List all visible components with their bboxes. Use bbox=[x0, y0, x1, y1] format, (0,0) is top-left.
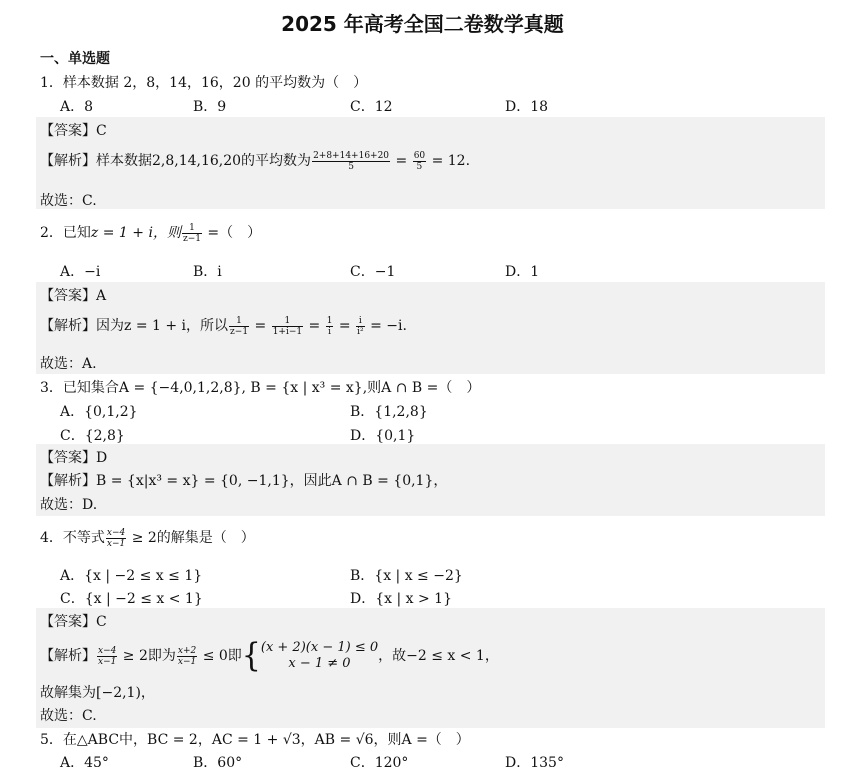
q4-option-a: A．{x | −2 ≤ x ≤ 1} bbox=[60, 568, 203, 584]
q2-option-c: C．−1 bbox=[350, 264, 396, 280]
q4-analysis-mid2: ≤ 0即 bbox=[202, 648, 242, 664]
q3-option-c: C．{2,8} bbox=[60, 428, 125, 444]
q1-analysis: 【解析】样本数据2,8,14,16,20的平均数为 $\frac{2+8+14+16+20}{5}$ = $\frac{60}{5}$ = 12. bbox=[40, 150, 471, 172]
q1-option-d: D．18 bbox=[505, 99, 549, 115]
q5-option-c: C．120° bbox=[350, 755, 409, 771]
q1-answer: 【答案】C bbox=[40, 123, 107, 139]
q4-choice: 故选：C. bbox=[40, 708, 97, 724]
q2-answer: 【答案】A bbox=[40, 288, 107, 304]
q2-option-b: B．i bbox=[193, 264, 222, 280]
q3-option-b: B．{1,2,8} bbox=[350, 404, 428, 420]
q4-frac-den: x−1 bbox=[106, 538, 126, 549]
q4-analysis-end: ，故−2 ≤ x < 1， bbox=[378, 648, 499, 664]
q3-option-a: A．{0,1,2} bbox=[60, 404, 138, 420]
q4-option-d: D．{x | x > 1} bbox=[350, 591, 452, 607]
q2-choice: 故选：A. bbox=[40, 356, 97, 372]
q4-analysis bbox=[40, 636, 499, 675]
q2-f2-num: 1 bbox=[272, 316, 303, 327]
q4-analysis-mid1: ≥ 2即为 bbox=[122, 648, 176, 664]
q5-option-d: D．135° bbox=[505, 755, 564, 771]
q4-analysis-label: 【解析】 bbox=[40, 648, 96, 664]
q2-frac1 bbox=[229, 316, 249, 337]
q2-frac-den: z−1 bbox=[182, 233, 201, 244]
q2-analysis-end: = −i. bbox=[370, 318, 407, 334]
q2-f1-num: 1 bbox=[229, 316, 249, 327]
question-5-stem: 5．在△ABC中，BC = 2，AC = 1 + √3，AB = √6，则A =（ ） bbox=[40, 732, 470, 748]
question-1-stem: 1．样本数据 2，8，14，16，20 的平均数为（ ） bbox=[40, 75, 368, 91]
question-3-stem: 3．已知集合A = {−4,0,1,2,8}, B = {x | x³ = x},则A ∩ B =（ ） bbox=[40, 380, 481, 396]
q4-analysis-frac1 bbox=[97, 646, 117, 667]
q4-stem-suffix: ≥ 2的解集是（ ） bbox=[131, 530, 255, 546]
q2-option-a: A．−i bbox=[60, 264, 101, 280]
q2-f4-den: i² bbox=[357, 326, 364, 337]
q3-analysis: 【解析】B = {x|x³ = x} = {0, −1,1}，因此A ∩ B = {0,1}， bbox=[40, 473, 448, 489]
q1-analysis-end: = 12. bbox=[431, 153, 471, 169]
q1-frac1-den: 5 bbox=[348, 161, 354, 172]
q4-system-row-2: x − 1 ≠ 0 bbox=[288, 656, 351, 671]
q2-stem-prefix: 2．已知 bbox=[40, 225, 91, 241]
q2-analysis: 【解析】因为z = 1 + i，所以 $\frac{1}{z-1}$ = $\frac{1}{1+i-1}$ = $\frac{1}{i}$ = $\frac{i}{\text{i²}}$ = −i. bbox=[40, 315, 407, 337]
q3-answer: 【答案】D bbox=[40, 450, 108, 466]
q4-f2-num: x+2 bbox=[177, 645, 197, 656]
question-4-stem bbox=[40, 527, 255, 549]
q4-option-c: C．{x | −2 ≤ x < 1} bbox=[60, 591, 203, 607]
q2-f2-den: 1+i−1 bbox=[272, 326, 303, 337]
q4-stem-fraction bbox=[106, 528, 126, 549]
q5-option-a: A．45° bbox=[60, 755, 109, 771]
q3-choice: 故选：D. bbox=[40, 497, 98, 513]
q4-stem-prefix: 4．不等式 bbox=[40, 530, 105, 546]
q2-option-d: D．1 bbox=[505, 264, 540, 280]
q4-f1-den: x−1 bbox=[98, 656, 117, 667]
q2-stem-equation: z = 1 + i，则 bbox=[90, 225, 181, 241]
question-2-stem bbox=[40, 222, 261, 244]
q4-f2-den: x−1 bbox=[177, 656, 197, 667]
q2-f3-num: 1 bbox=[326, 315, 333, 326]
q4-inequality-system bbox=[241, 636, 379, 675]
q2-f3-den: i bbox=[328, 326, 332, 337]
q4-analysis-frac2 bbox=[177, 646, 197, 667]
q2-frac2 bbox=[272, 316, 303, 337]
q5-option-b: B．60° bbox=[193, 755, 243, 771]
q2-frac-num: 1 bbox=[182, 223, 202, 234]
q2-frac3 bbox=[326, 316, 334, 337]
q1-analysis-text: 【解析】样本数据2,8,14,16,20的平均数为 bbox=[40, 153, 312, 169]
left-brace-icon: { bbox=[241, 636, 261, 675]
q1-option-b: B．9 bbox=[193, 99, 227, 115]
q1-fraction-sum bbox=[312, 151, 390, 172]
q1-option-c: C．12 bbox=[350, 99, 393, 115]
q2-frac4 bbox=[356, 316, 365, 337]
q1-option-a: A．8 bbox=[60, 99, 94, 115]
section-heading: 一、单选题 bbox=[40, 51, 110, 67]
q1-frac2-den: 5 bbox=[416, 161, 423, 172]
q4-f1-num: x−4 bbox=[98, 645, 117, 656]
q4-frac-num: x−4 bbox=[106, 527, 126, 538]
document-title: 2025 年高考全国二卷数学真题 bbox=[281, 12, 564, 36]
q4-answer: 【答案】C bbox=[40, 614, 107, 630]
q1-choice: 故选：C. bbox=[40, 193, 97, 209]
q4-system-row-1: (x + 2)(x − 1) ≤ 0 bbox=[260, 640, 379, 655]
q3-option-d: D．{0,1} bbox=[350, 428, 416, 444]
q2-analysis-text: 【解析】因为z = 1 + i，所以 bbox=[40, 318, 229, 334]
q1-frac1-num: 2+8+14+16+20 bbox=[313, 150, 390, 161]
q2-f1-den: z−1 bbox=[230, 326, 249, 337]
q4-solution-set: 故解集为[−2,1)， bbox=[40, 685, 155, 701]
q2-f4-num: i bbox=[356, 316, 365, 327]
q4-option-b: B．{x | x ≤ −2} bbox=[350, 568, 463, 584]
q2-stem-suffix: =（ ） bbox=[207, 225, 262, 241]
q1-frac2-num: 60 bbox=[413, 150, 426, 161]
q1-fraction-result bbox=[413, 151, 426, 172]
q2-stem-fraction bbox=[182, 223, 202, 244]
